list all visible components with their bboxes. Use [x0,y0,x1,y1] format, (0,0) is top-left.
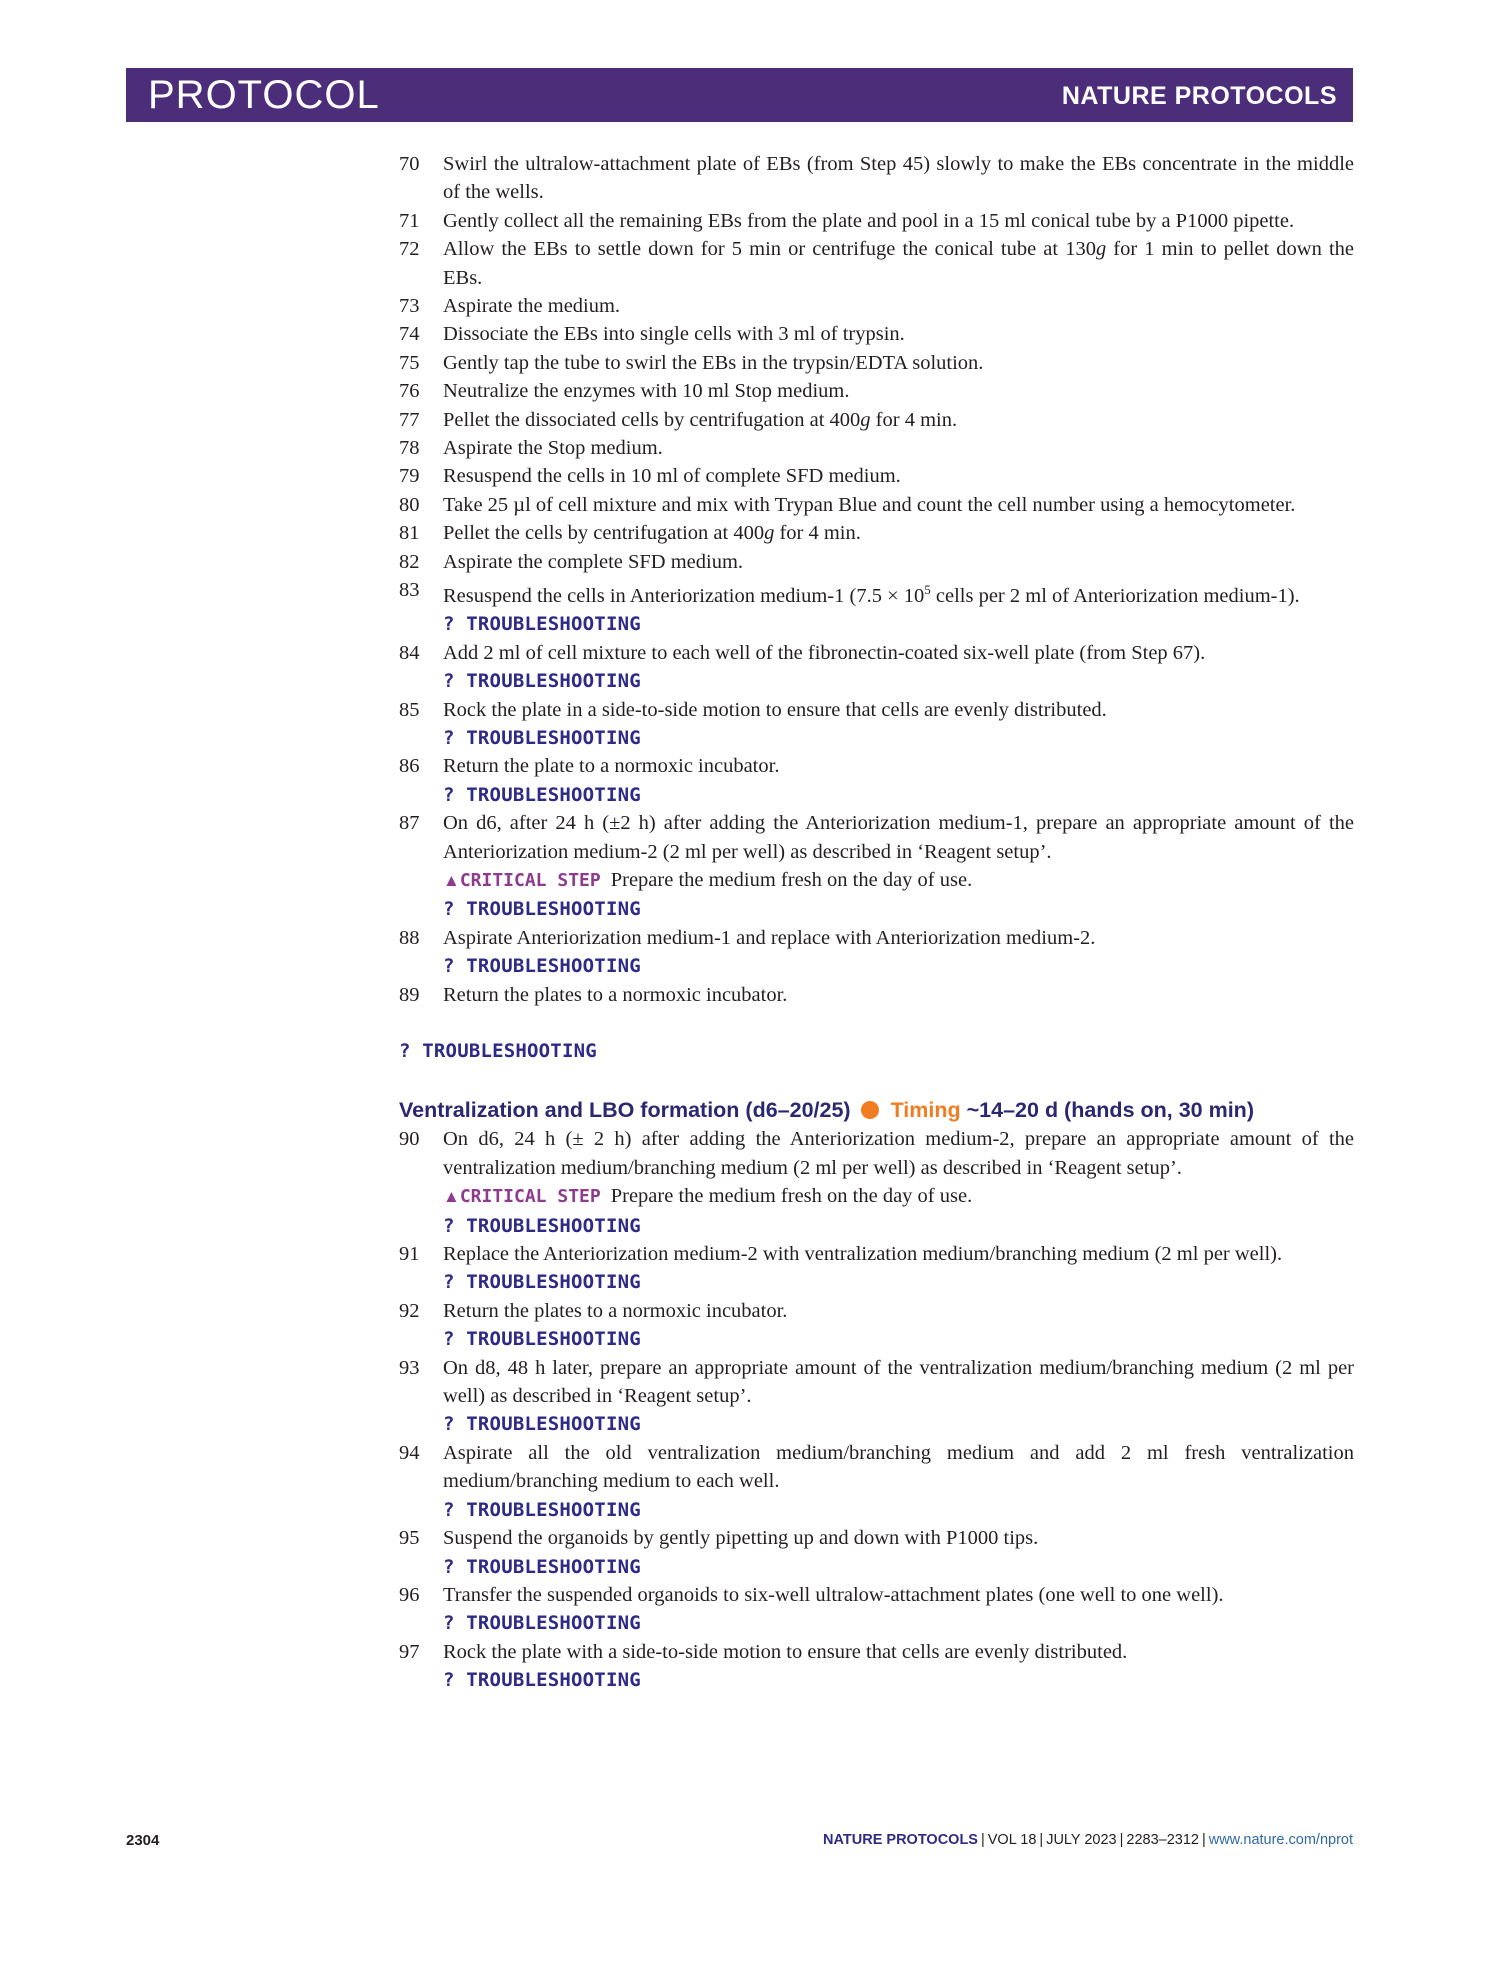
step-body [443,519,1354,547]
step-text-segment: Aspirate the medium. [443,295,621,318]
step-text [443,292,1354,320]
footer-pages: 2283–2312 [1126,1832,1199,1848]
step-text-segment: Return the plates to a normoxic incubator. [443,983,788,1006]
footer-volume: VOL 18 [987,1832,1037,1848]
step-body [443,696,1354,753]
protocol-step [399,235,1354,292]
step-text-segment: Dissociate the EBs into single cells with 3 ml of trypsin. [443,323,905,346]
step-body [443,1581,1354,1638]
step-body [443,349,1354,377]
step-body [443,292,1354,320]
footer-date: JULY 2023 [1046,1832,1117,1848]
troubleshooting-link[interactable]: ? TROUBLESHOOTING [443,898,641,921]
troubleshooting-link[interactable]: ? TROUBLESHOOTING [443,1271,641,1294]
step-text-segment: Swirl the ultralow-attachment plate of EBs (from Step 45) slowly to make the EBs concentrate in the middle of the wells. [443,153,1354,204]
step-text-segment: Pellet the dissociated cells by centrifugation at 400 [443,408,861,431]
troubleshooting-link[interactable]: ? TROUBLESHOOTING [443,726,641,749]
troubleshooting-link[interactable]: ? TROUBLESHOOTING [443,955,641,978]
protocol-step [399,292,1354,320]
step-number: 95 [399,1527,420,1550]
step-text [443,548,1354,576]
protocol-step [399,548,1354,576]
step-body [443,207,1354,235]
step-number: 89 [399,983,420,1006]
step-number: 81 [399,522,420,545]
critical-step-label: CRITICAL STEP [459,1186,601,1208]
protocol-step [399,696,1354,753]
troubleshooting-link[interactable]: ? TROUBLESHOOTING [443,1612,641,1635]
step-text-segment: g [764,522,775,545]
step-text [443,1125,1354,1182]
timing-value: ~14–20 d (hands on, 30 min) [966,1098,1254,1123]
troubleshooting-link[interactable]: ? TROUBLESHOOTING [443,613,641,636]
step-body [443,576,1354,639]
step-text-segment: Resuspend the cells in 10 ml of complete SFD medium. [443,465,901,488]
step-body [443,1240,1354,1297]
step-number: 71 [399,209,420,232]
step-text-segment: Return the plate to a normoxic incubator. [443,755,780,778]
step-text [443,207,1354,235]
step-number: 78 [399,437,420,460]
section-label: PROTOCOL [148,73,380,117]
protocol-step [399,752,1354,809]
step-number: 85 [399,698,420,721]
step-text-segment: for 1 min to pellet down the EBs. [443,238,1354,289]
protocol-step [399,576,1354,639]
step-body [443,981,1354,1009]
step-text-segment: Aspirate the complete SFD medium. [443,550,744,573]
page-header [126,68,1353,122]
step-number: 86 [399,755,420,778]
troubleshooting-link[interactable]: ? TROUBLESHOOTING [443,1413,641,1436]
step-number: 79 [399,465,420,488]
step-text-segment: Take 25 µl of cell mixture and mix with Trypan Blue and count the cell number using a hemocytometer. [443,493,1296,516]
protocol-step [399,924,1354,981]
page-number: 2304 [126,1832,160,1849]
protocol-step [399,1354,1354,1439]
step-text-segment: On d6, 24 h (± 2 h) after adding the Anteriorization medium-2, prepare an appropriate amount of the ventralization medium/branching medium (2 ml per well) as described in ‘Reagent setup’. [443,1128,1354,1179]
step-number: 97 [399,1640,420,1663]
step-number: 93 [399,1356,420,1379]
timing-label: Timing [890,1098,961,1123]
step-number: 88 [399,926,420,949]
step-text-segment: g [1095,238,1107,261]
step-text [443,150,1354,207]
footer-url[interactable]: www.nature.com/nprot [1208,1832,1353,1848]
step-text-segment: Return the plates to a normoxic incubator. [443,1299,788,1322]
step-number: 84 [399,641,420,664]
protocol-step [399,1297,1354,1354]
critical-step-text: Prepare the medium fresh on the day of use. [610,1185,973,1208]
step-text-segment: Rock the plate in a side-to-side motion to ensure that cells are evenly distributed. [443,698,1107,721]
step-number: 90 [399,1128,420,1151]
step-body [443,1439,1354,1524]
critical-step [443,1182,1354,1211]
protocol-step [399,1125,1354,1240]
step-text [443,434,1354,462]
step-text-segment: Allow the EBs to settle down for 5 min or centrifuge the conical tube at 130 [443,238,1096,261]
step-text-segment: 5 [924,582,931,598]
step-number: 77 [399,408,420,431]
step-text-segment: Transfer the suspended organoids to six-well ultralow-attachment plates (one well to one well). [443,1583,1224,1606]
troubleshooting-link[interactable]: ? TROUBLESHOOTING [443,1214,641,1237]
protocol-step [399,207,1354,235]
step-text-segment: Gently collect all the remaining EBs from the plate and pool in a 15 ml conical tube by a P1000 pipette. [443,209,1295,232]
step-number: 83 [399,579,420,602]
troubleshooting-link[interactable]: ? TROUBLESHOOTING [443,1555,641,1578]
section-title: Ventralization and LBO formation (d6–20/25) [399,1098,851,1123]
step-body [443,434,1354,462]
step-text [443,377,1354,405]
step-text [443,981,1354,1009]
protocol-step [399,320,1354,348]
step-text-segment: Aspirate all the old ventralization medium/branching medium and add 2 ml fresh ventralization medium/branching medium to each well. [443,1441,1354,1493]
protocol-step [399,1439,1354,1524]
step-text-segment: g [860,408,871,431]
protocol-step [399,1581,1354,1638]
step-body [443,377,1354,405]
step-text [443,809,1354,866]
step-text-segment: Aspirate Anteriorization medium-1 and replace with Anteriorization medium-2. [443,926,1096,949]
step-number: 70 [399,153,420,175]
critical-step-text: Prepare the medium fresh on the day of use. [610,868,973,891]
warning-triangle-icon: ▲ [443,870,460,890]
step-body [443,491,1354,519]
step-text-segment: Neutralize the enzymes with 10 ml Stop medium. [443,380,850,403]
step-body [443,924,1354,981]
step-text [443,639,1354,667]
protocol-step [399,150,1354,207]
step-number: 75 [399,351,420,374]
troubleshooting-link[interactable]: ? TROUBLESHOOTING [443,1328,641,1351]
protocol-step [399,1524,1354,1581]
step-text [443,1524,1354,1552]
step-text-segment: On d6, after 24 h (±2 h) after adding the Anteriorization medium-1, prepare an appropriate amount of the Anteriorization medium-2 (2 ml per well) as described in ‘Reagent setup’. [443,812,1354,863]
footer-journal: NATURE PROTOCOLS [823,1832,978,1848]
step-body [443,462,1354,490]
protocol-step [399,981,1354,1009]
step-number: 94 [399,1441,420,1464]
step-text [443,1638,1354,1666]
section-heading [399,1095,1354,1125]
step-text [443,1439,1354,1496]
step-text-segment: Aspirate the Stop medium. [443,437,663,460]
step-number: 74 [399,323,420,346]
step-text [443,1581,1354,1609]
step-body [443,1638,1354,1695]
step-text-segment: On d8, 48 h later, prepare an appropriate amount of the ventralization medium/branching medium (2 ml per well) as described in ‘Reagent setup’. [443,1356,1354,1408]
step-body [443,1354,1354,1439]
step-text-segment: Gently tap the tube to swirl the EBs in the trypsin/EDTA solution. [443,351,984,374]
timing-icon [861,1101,879,1119]
warning-triangle-icon: ▲ [443,1187,460,1207]
step-text-segment: Rock the plate with a side-to-side motion to ensure that cells are evenly distributed. [443,1640,1128,1663]
step-body [443,320,1354,348]
step-body [443,150,1354,207]
step-number: 87 [399,812,420,835]
step-number: 80 [399,493,420,516]
protocol-step [399,1638,1354,1695]
troubleshooting-link[interactable]: ? TROUBLESHOOTING [443,1669,641,1692]
step-text-segment: cells per 2 ml of Anteriorization medium-1). [930,584,1300,607]
step-text [443,235,1354,292]
step-text [443,491,1354,519]
step-text [443,752,1354,780]
steps-list-b [399,1125,1354,1694]
troubleshooting-link[interactable]: ? TROUBLESHOOTING [443,783,641,806]
step-text [443,924,1354,952]
step-text [443,696,1354,724]
step-body [443,406,1354,434]
step-number: 72 [399,238,420,261]
troubleshooting-link[interactable]: ? TROUBLESHOOTING [399,1040,597,1063]
step-text-segment: Suspend the organoids by gently pipetting up and down with P1000 tips. [443,1527,1039,1550]
step-body [443,809,1354,924]
step-number: 82 [399,550,420,573]
step-number: 91 [399,1243,420,1266]
protocol-step [399,406,1354,434]
troubleshooting-link[interactable]: ? TROUBLESHOOTING [443,670,641,693]
step-number: 73 [399,295,420,318]
step-number: 96 [399,1583,420,1606]
steps-list-a [399,150,1354,1009]
step-text [443,406,1354,434]
protocol-step [399,491,1354,519]
step-text [443,462,1354,490]
step-body [443,1125,1354,1240]
protocol-step [399,349,1354,377]
footer-citation: NATURE PROTOCOLS | VOL 18 | JULY 2023 | 2283–2312 | www.nature.com/nprot [823,1832,1353,1848]
step-text [443,320,1354,348]
protocol-step [399,519,1354,547]
critical-step-label: CRITICAL STEP [459,869,601,891]
step-text [443,519,1354,547]
protocol-step [399,809,1354,924]
step-body [443,235,1354,292]
step-text-segment: Resuspend the cells in Anteriorization medium-1 (7.5 × 10 [443,584,925,607]
step-text-segment: Add 2 ml of cell mixture to each well of the fibronectin-coated six-well plate (from Step 67). [443,641,1206,664]
step-text-segment: for 4 min. [774,522,861,545]
step-text-segment: Replace the Anteriorization medium-2 with ventralization medium/branching medium (2 ml per well). [443,1243,1283,1266]
step-text-segment: Pellet the cells by centrifugation at 400 [443,522,765,545]
step-text [443,1240,1354,1268]
protocol-step [399,1240,1354,1297]
protocol-step [399,639,1354,696]
step-text [443,1297,1354,1325]
step-body [443,1524,1354,1581]
step-number: 76 [399,380,420,403]
step-text-segment: for 4 min. [870,408,958,431]
step-number: 92 [399,1299,420,1322]
protocol-step [399,377,1354,405]
protocol-step [399,434,1354,462]
step-text [443,349,1354,377]
troubleshooting-link[interactable]: ? TROUBLESHOOTING [443,1498,641,1521]
step-body [443,639,1354,696]
step-body [443,1297,1354,1354]
protocol-step [399,462,1354,490]
journal-name: NATURE PROTOCOLS [1061,82,1337,110]
step-body [443,752,1354,809]
step-text [443,576,1354,610]
step-text [443,1354,1354,1411]
step-body [443,548,1354,576]
protocol-content [399,150,1354,1695]
critical-step [443,866,1354,895]
